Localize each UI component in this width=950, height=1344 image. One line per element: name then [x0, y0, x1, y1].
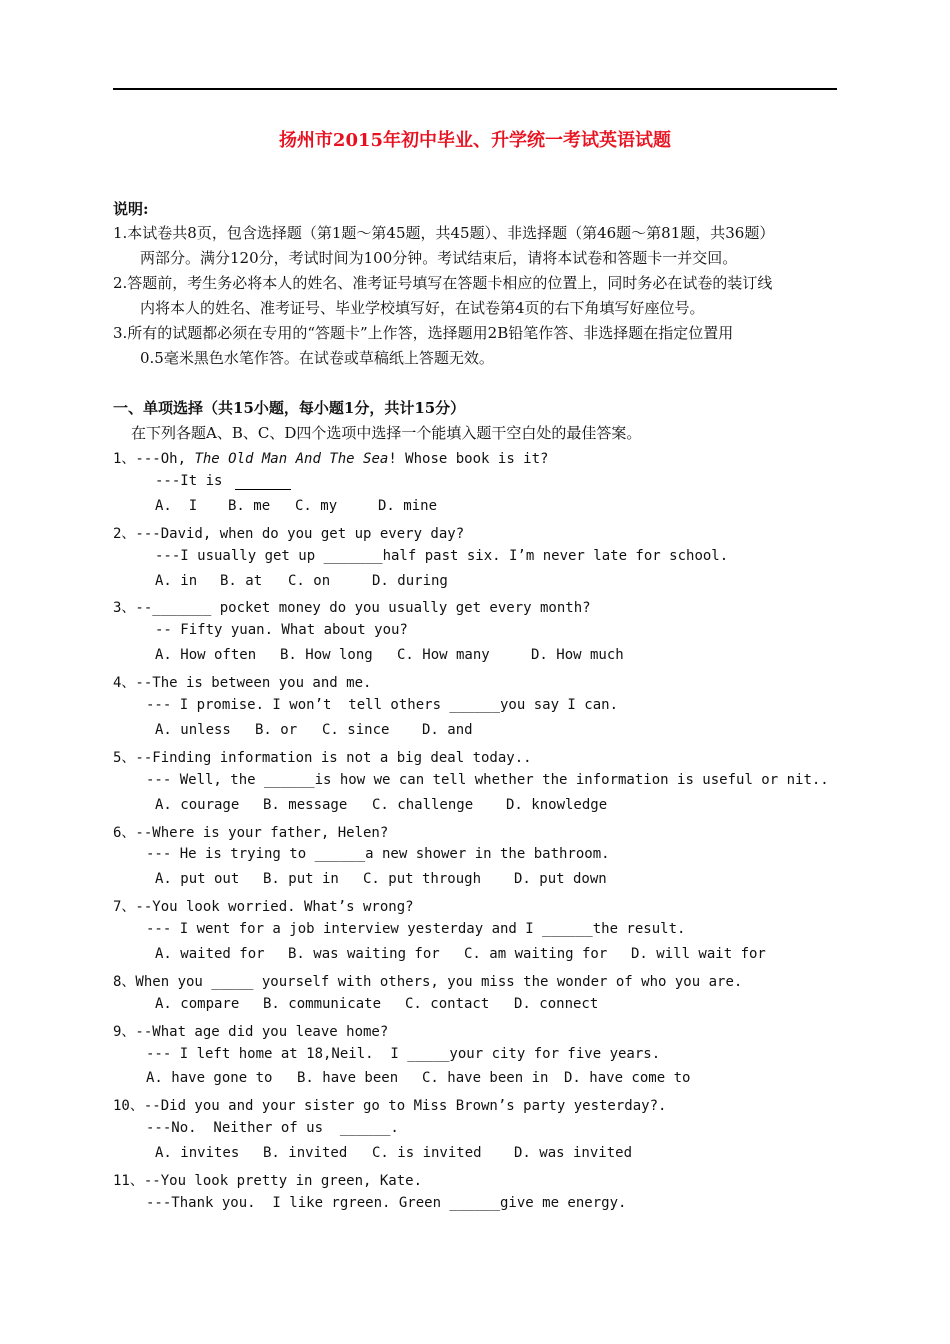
question-1-book-title: The Old Man And The Sea [194, 451, 389, 467]
question-6-option-c: C. put through [363, 871, 482, 887]
question-5-option-d: D. knowledge [506, 797, 608, 813]
question-4: 4、--The is between you and me. [113, 675, 372, 691]
question-3: 3、--_______ pocket money do you usually get every month? [113, 600, 591, 616]
question-10-option-b: B. invited [263, 1145, 348, 1161]
question-9-answer: --- I left home at 18,Neil. I _____your city for five years. [146, 1046, 661, 1062]
question-2: 2、---David, when do you get up every day? [113, 526, 465, 542]
question-6-option-a: A. put out [155, 871, 240, 887]
question-7-option-b: B. was waiting for [288, 946, 440, 962]
question-10-option-c: C. is invited [372, 1145, 482, 1161]
instruction-2-line1: 2.答题前，考生务必将本人的姓名、准考证号填写在答题卡相应的位置上，同时务必在试卷的装订线 [113, 274, 773, 292]
question-4-answer: --- I promise. I won’t tell others ______you say I can. [146, 697, 619, 713]
question-1-answer-line [155, 473, 291, 490]
question-1-option-b: B. me [228, 498, 271, 514]
question-8-option-d: D. connect [514, 996, 599, 1012]
question-4-option-d: D. and [422, 722, 473, 738]
question-7-answer: --- I went for a job interview yesterday and I ______the result. [146, 921, 686, 937]
question-10-option-a: A. invites [155, 1145, 240, 1161]
section-heading: 一、单项选择（共15小题，每小题1分，共计15分） [113, 399, 466, 417]
question-5: 5、--Finding information is not a big deal today.. [113, 750, 532, 766]
question-8: 8、When you _____ yourself with others, you miss the wonder of who you are. [113, 974, 743, 990]
question-1-answer: ---It is [155, 473, 231, 489]
question-2-option-a: A. in [155, 573, 198, 589]
instruction-1-line2: 两部分。满分120分，考试时间为100分钟。考试结束后，请将本试卷和答题卡一并交回。 [140, 249, 738, 267]
question-5-answer: --- Well, the ______is how we can tell whether the information is useful or nit.. [146, 772, 829, 788]
question-5-option-b: B. message [263, 797, 348, 813]
question-1-suffix: ! Whose book is it? [388, 451, 549, 467]
question-6: 6、--Where is your father, Helen? [113, 825, 389, 841]
question-5-option-a: A. courage [155, 797, 240, 813]
question-4-option-c: C. since [322, 722, 390, 738]
question-10: 10、--Did you and your sister go to Miss Brown’s party yesterday?. [113, 1098, 667, 1114]
instruction-1-line1: 1.本试卷共8页，包含选择题（第1题～第45题，共45题）、非选择题（第46题～第81题，共36题） [113, 224, 775, 242]
question-9-option-b: B. have been [297, 1070, 399, 1086]
question-1-prefix: 1、---Oh, [113, 451, 195, 467]
instructions-heading: 说明: [113, 200, 149, 218]
question-11-answer: ---Thank you. I like rgreen. Green ______give me energy. [146, 1195, 627, 1211]
instruction-3-line1: 3.所有的试题都必须在专用的“答题卡”上作答，选择题用2B铅笔作答、非选择题在指定位置用 [113, 324, 734, 342]
question-6-answer: --- He is trying to ______a new shower in the bathroom. [146, 846, 610, 862]
question-9-option-a: A. have gone to [146, 1070, 273, 1086]
question-7-option-c: C. am waiting for [464, 946, 608, 962]
question-7-option-a: A. waited for [155, 946, 265, 962]
question-9-option-d: D. have come to [564, 1070, 691, 1086]
question-1 [113, 448, 548, 468]
question-9-option-c: C. have been in [422, 1070, 549, 1086]
question-6-option-b: B. put in [263, 871, 339, 887]
question-8-option-a: A. compare [155, 996, 240, 1012]
answer-blank [235, 473, 291, 490]
question-2-option-b: B. at [220, 573, 263, 589]
page-title: 扬州市2015年初中毕业、升学统一考试英语试题 [278, 130, 672, 151]
question-7-option-d: D. will wait for [631, 946, 766, 962]
question-4-option-a: A. unless [155, 722, 231, 738]
question-1-option-d: D. mine [378, 498, 438, 514]
question-5-option-c: C. challenge [372, 797, 474, 813]
header-rule [113, 88, 837, 90]
question-3-option-b: B. How long [280, 647, 373, 663]
question-4-option-b: B. or [255, 722, 298, 738]
question-8-option-b: B. communicate [263, 996, 382, 1012]
instruction-2-line2: 内将本人的姓名、准考证号、毕业学校填写好，在试卷第4页的右下角填写好座位号。 [140, 299, 705, 317]
section-direction: 在下列各题A、B、C、D四个选项中选择一个能填入题干空白处的最佳答案。 [131, 424, 642, 442]
question-2-option-c: C. on [288, 573, 331, 589]
question-3-option-d: D. How much [531, 647, 624, 663]
question-11: 11、--You look pretty in green, Kate. [113, 1173, 423, 1189]
question-9: 9、--What age did you leave home? [113, 1024, 389, 1040]
question-3-option-a: A. How often [155, 647, 257, 663]
question-2-option-d: D. during [372, 573, 448, 589]
question-10-answer: ---No. Neither of us ______. [146, 1120, 399, 1136]
question-3-answer: -- Fifty yuan. What about you? [155, 622, 408, 638]
question-1-option-c: C. my [295, 498, 338, 514]
instruction-3-line2: 0.5毫米黑色水笔作答。在试卷或草稿纸上答题无效。 [140, 349, 494, 367]
question-3-option-c: C. How many [397, 647, 490, 663]
question-2-answer: ---I usually get up _______half past six. I’m never late for school. [155, 548, 729, 564]
question-8-option-c: C. contact [405, 996, 490, 1012]
question-10-option-d: D. was invited [514, 1145, 633, 1161]
question-7: 7、--You look worried. What’s wrong? [113, 899, 414, 915]
question-1-option-a: A. I [155, 498, 198, 514]
question-6-option-d: D. put down [514, 871, 607, 887]
